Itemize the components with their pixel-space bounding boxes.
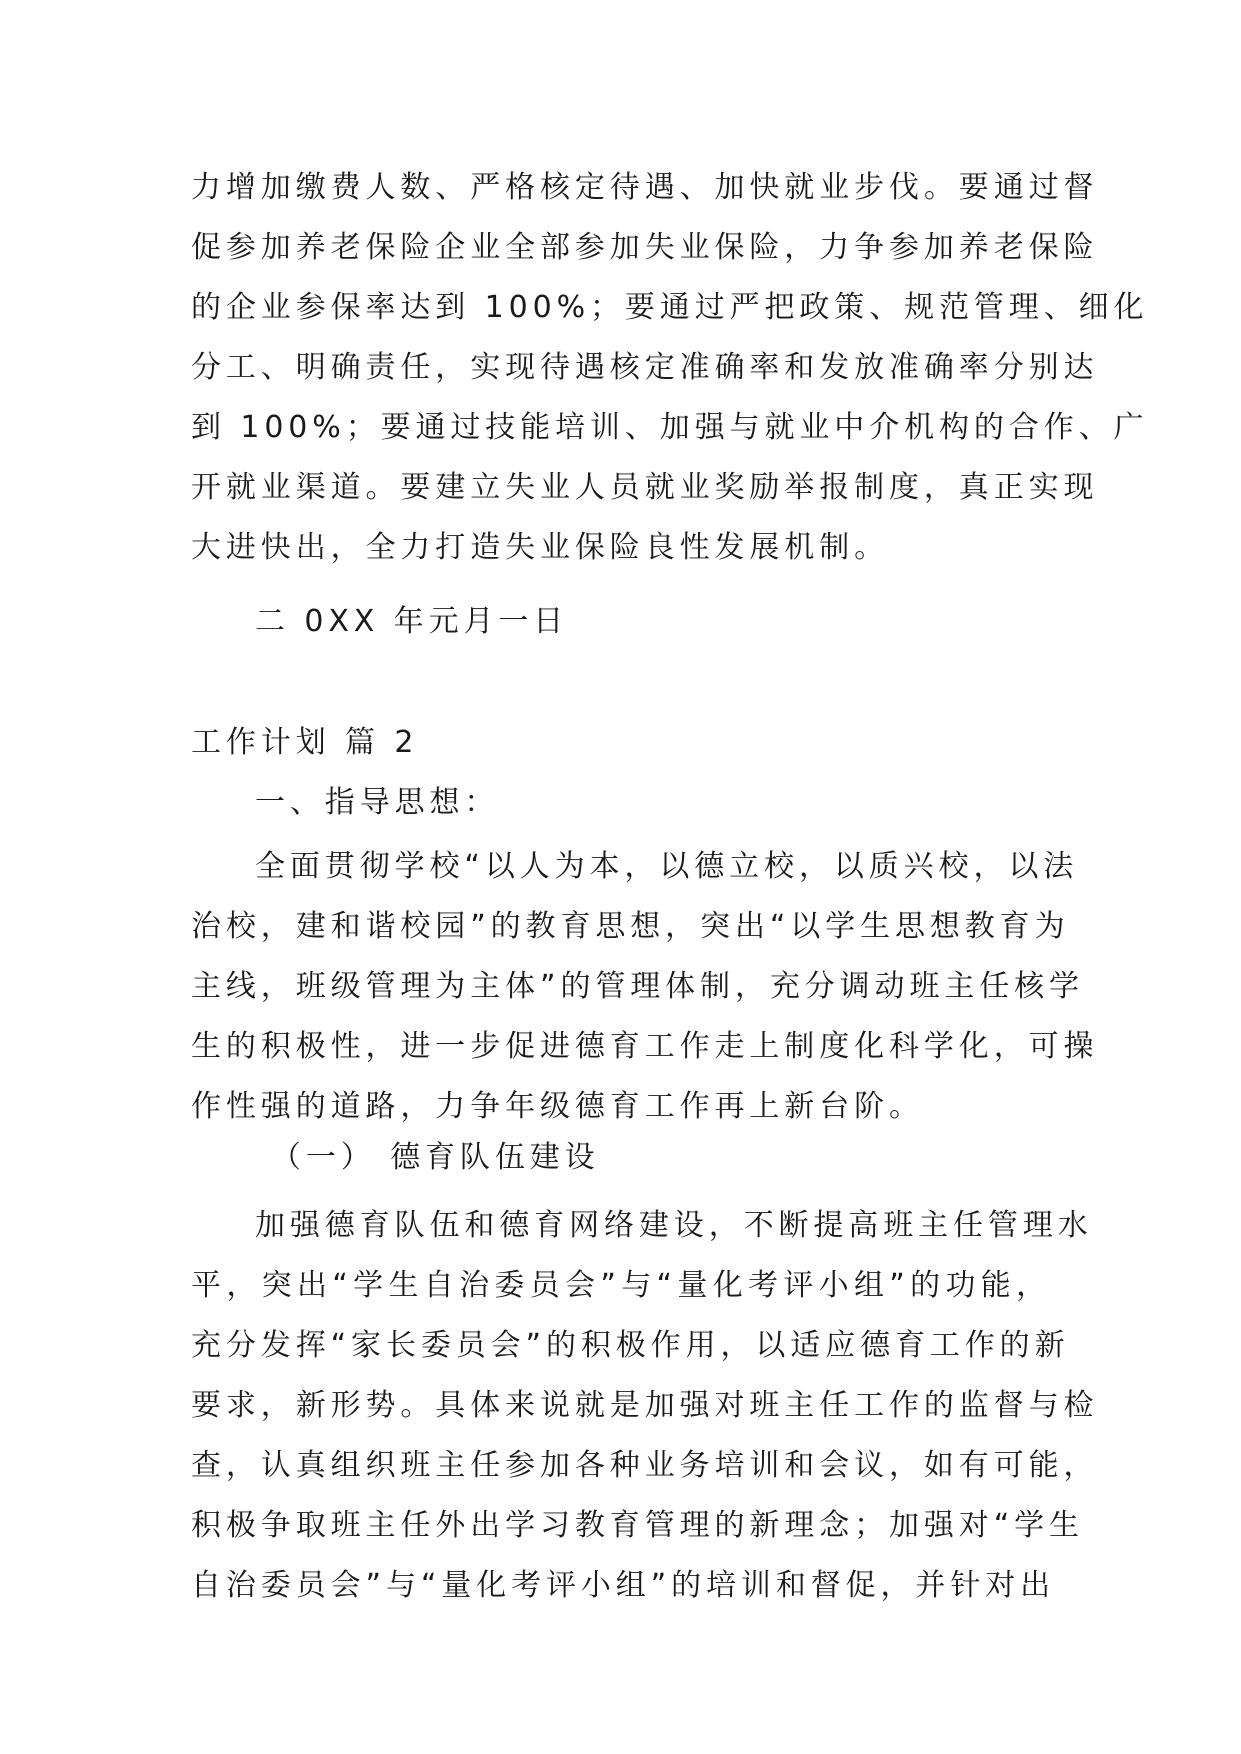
text-line: 主线，班级管理为主体”的管理体制，充分调动班主任核学: [191, 969, 1084, 1004]
text-line: 分工、明确责任，实现待遇核定准确率和发放准确率分别达: [191, 350, 1099, 385]
text-line: 加强德育队伍和德育网络建设，不断提高班主任管理水: [255, 1208, 1093, 1243]
section-heading-block: [191, 713, 1051, 773]
text-line: 要求，新形势。具体来说就是加强对班主任工作的监督与检: [191, 1388, 1099, 1423]
text-line: 的企业参保率达到 100%；要通过严把政策、规范管理、细化: [191, 290, 1149, 325]
text-line: 生的积极性，进一步促进德育工作走上制度化科学化，可操: [191, 1029, 1099, 1064]
text-line: 自治委员会”与“量化考评小组”的培训和督促，并针对出: [191, 1568, 1056, 1603]
date-line: 二 0XX 年元月一日: [255, 604, 569, 639]
subheading-guiding-ideology: 一、指导思想：: [255, 785, 500, 820]
text-line: 作性强的道路，力争年级德育工作再上新台阶。: [191, 1089, 924, 1124]
text-line: 开就业渠道。要建立失业人员就业奖励举报制度，真正实现: [191, 470, 1099, 505]
guiding-ideology-block: [191, 773, 1051, 833]
paragraph-unemployment-insurance: [191, 158, 1149, 578]
text-line: 到 100%；要通过技能培训、加强与就业中介机构的合作、广: [191, 410, 1149, 445]
text-line: 治校，建和谐校园”的教育思想，突出“以学生思想教育为: [191, 909, 1070, 944]
subsection-title: （一） 德育队伍建设: [271, 1140, 600, 1175]
text-line: 平，突出“学生自治委员会”与“量化考评小组”的功能，: [191, 1268, 1051, 1303]
paragraph-guiding-ideology: [191, 837, 1099, 1137]
text-line: 全面贯彻学校“以人为本，以德立校，以质兴校，以法: [255, 849, 1079, 884]
text-line: 查，认真组织班主任参加各种业务培训和会议，如有可能，: [191, 1448, 1099, 1483]
text-line: 积极争取班主任外出学习教育管理的新理念；加强对“学生: [191, 1508, 1084, 1543]
text-line: 大进快出，全力打造失业保险良性发展机制。: [191, 530, 889, 565]
text-line: 促参加养老保险企业全部参加失业保险，力争参加养老保险: [191, 230, 1099, 265]
date-line-block: [191, 592, 1051, 652]
paragraph-moral-education-team: [191, 1196, 1099, 1616]
text-line: 充分发挥“家长委员会”的积极作用，以适应德育工作的新: [191, 1328, 1070, 1363]
section-heading: 工作计划 篇 2: [191, 725, 419, 760]
text-line: 力增加缴费人数、严格核定待遇、加快就业步伐。要通过督: [191, 170, 1099, 205]
subsection-title-block: [191, 1128, 1051, 1188]
